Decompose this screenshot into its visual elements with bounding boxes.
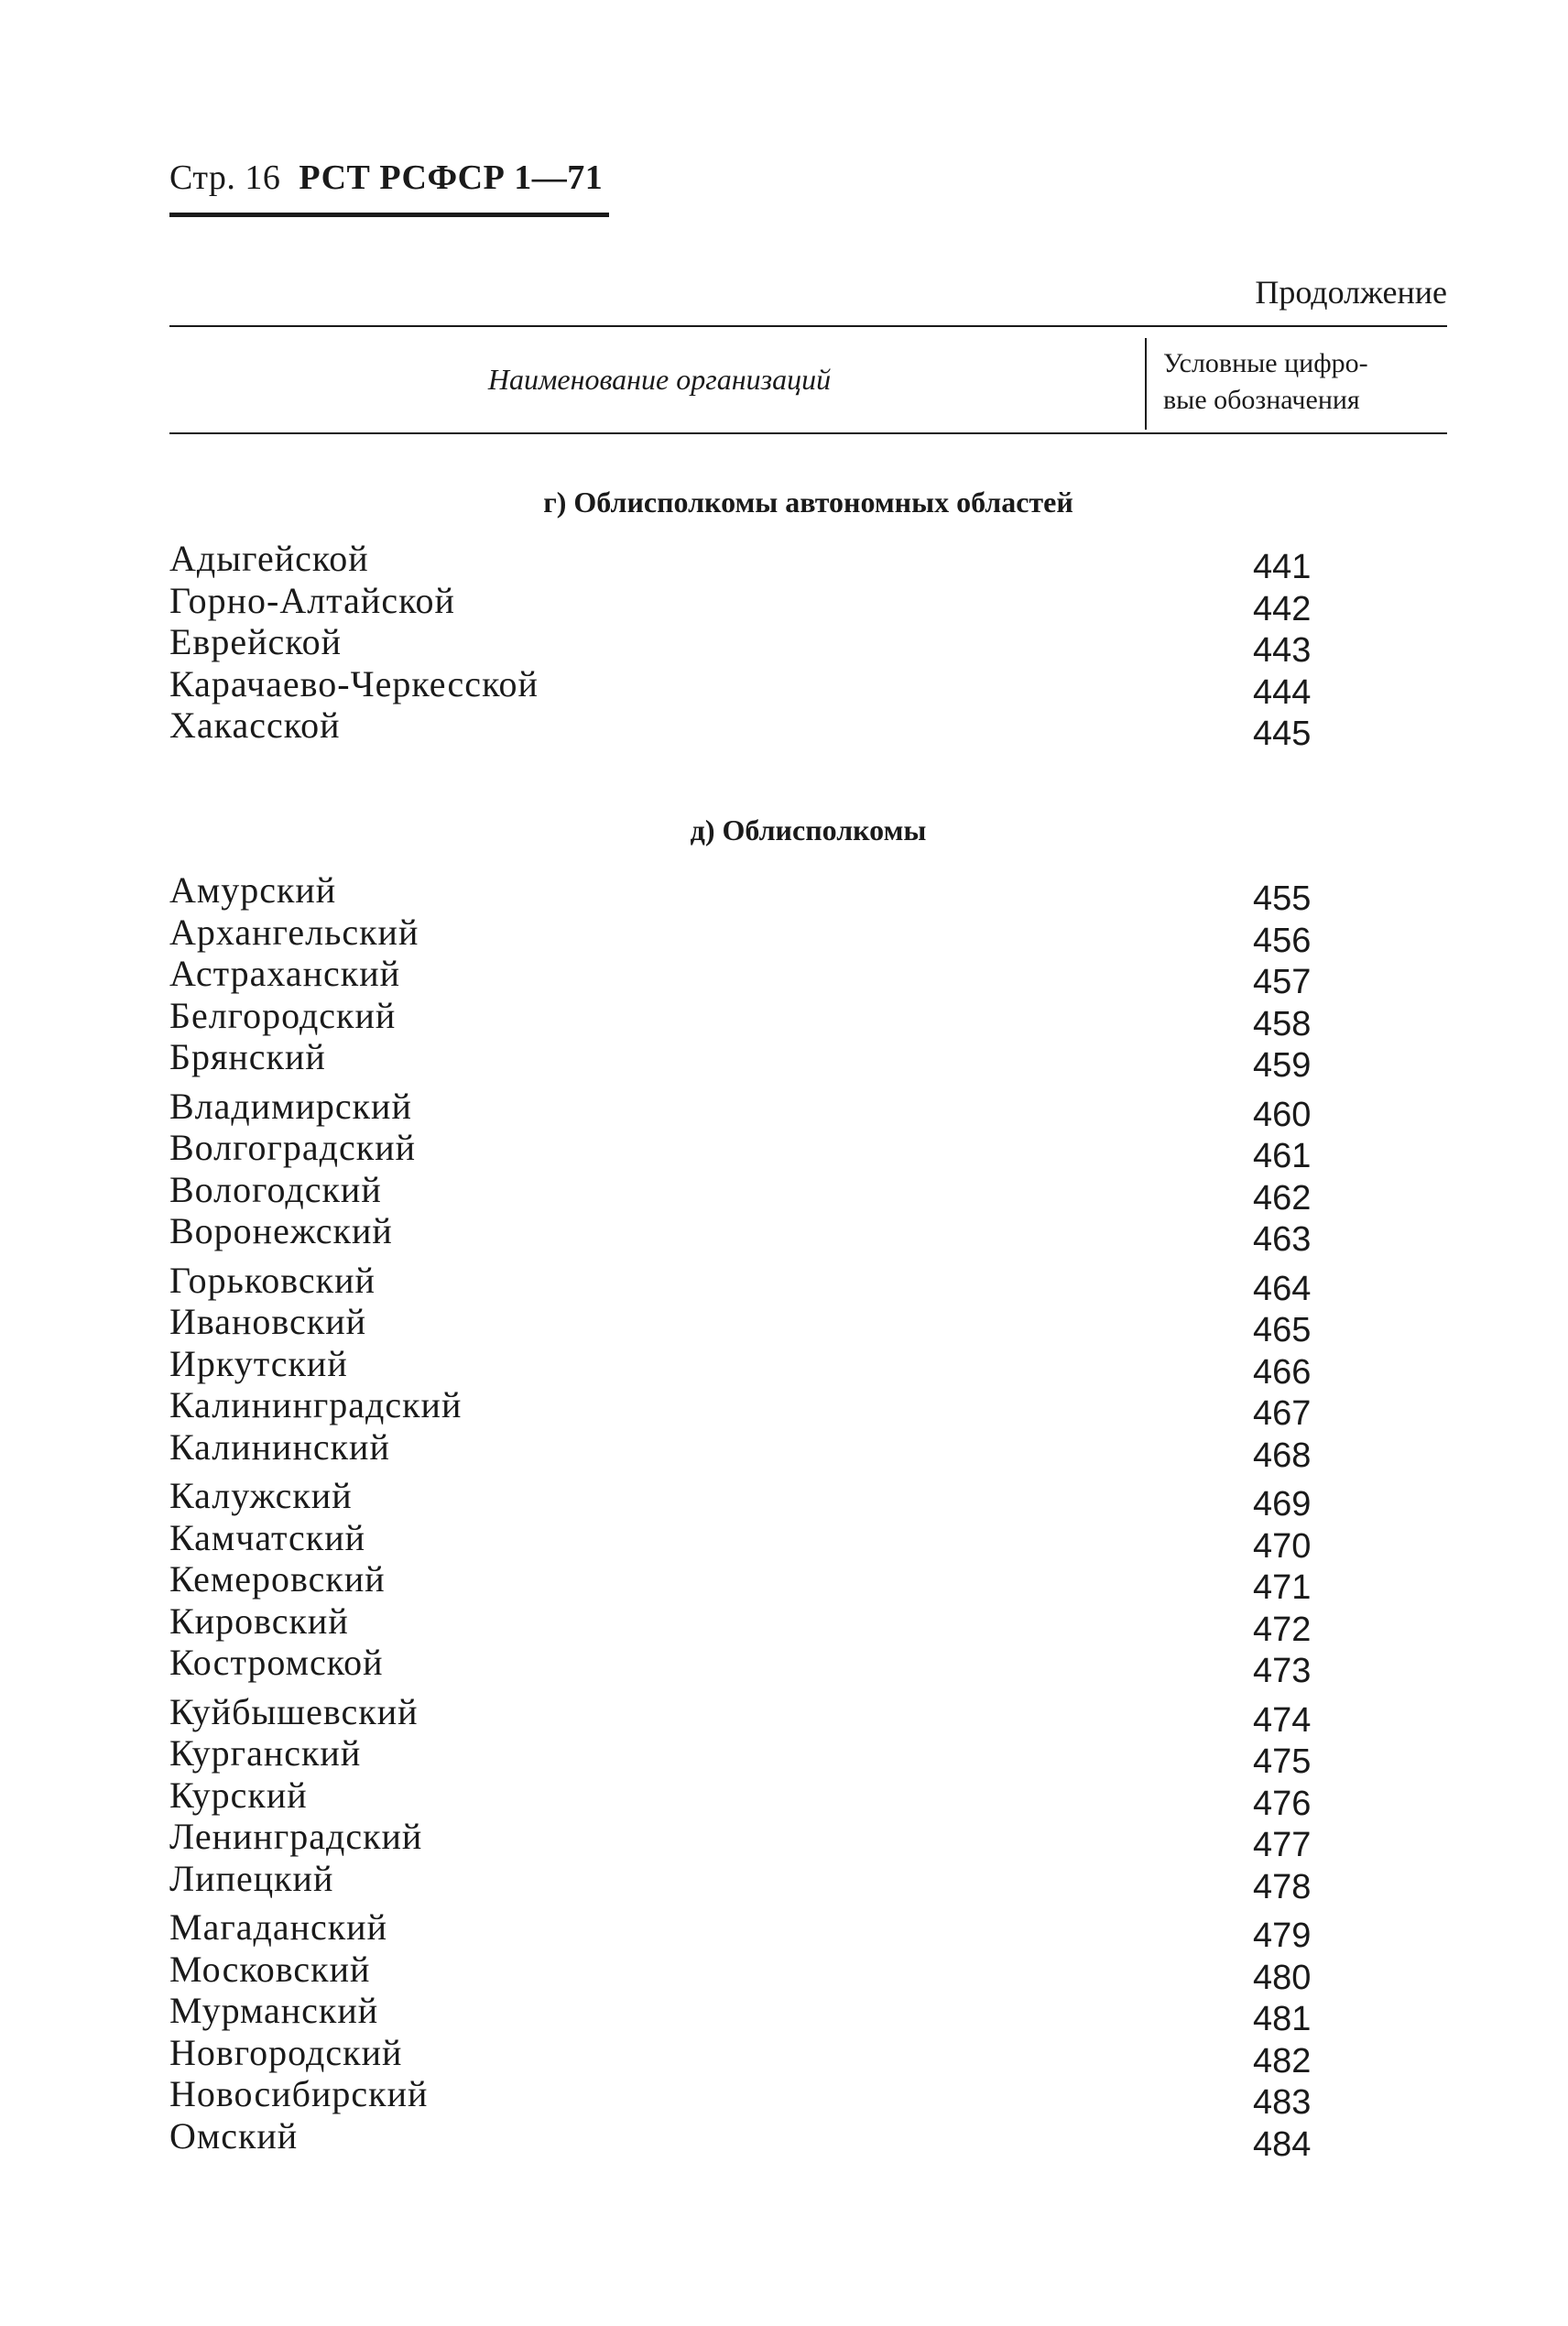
table-row xyxy=(169,953,1447,1001)
table-row xyxy=(169,1301,1447,1349)
org-name: Ивановский xyxy=(169,1301,367,1342)
table-row xyxy=(169,2031,1447,2080)
table-row xyxy=(169,1990,1447,2038)
org-code: 480 xyxy=(1253,1958,1312,1997)
org-code: 476 xyxy=(1253,1784,1312,1823)
table-row xyxy=(169,2073,1447,2122)
org-name: Куйбышевский xyxy=(169,1690,419,1732)
continuation-label: Продолжение xyxy=(1255,274,1447,311)
org-code: 459 xyxy=(1253,1046,1312,1085)
table-row xyxy=(169,579,1447,628)
org-code: 482 xyxy=(1253,2041,1312,2080)
org-name: Ленинградский xyxy=(169,1816,423,1857)
org-name: Еврейской xyxy=(169,621,343,662)
table-row xyxy=(169,1816,1447,1864)
table-row xyxy=(169,1906,1447,1955)
org-code: 472 xyxy=(1253,1610,1312,1649)
table-row xyxy=(169,2114,1447,2164)
org-code: 463 xyxy=(1253,1220,1312,1259)
table-row xyxy=(169,704,1447,753)
org-name: Иркутский xyxy=(169,1342,348,1384)
section-title-autonomous-oblasts: г) Облисполкомы автономных областей xyxy=(543,486,1073,519)
org-name: Астраханский xyxy=(169,953,400,994)
org-name: Магаданский xyxy=(169,1906,387,1948)
org-name: Адыгейской xyxy=(169,538,369,579)
org-name: Вологодский xyxy=(169,1168,382,1210)
org-name: Камчатский xyxy=(169,1516,366,1558)
page-number: Стр. 16 xyxy=(169,158,281,197)
table-row xyxy=(169,1690,1447,1740)
org-code: 484 xyxy=(1253,2124,1312,2164)
org-name: Московский xyxy=(169,1948,371,1990)
org-name: Мурманский xyxy=(169,1990,379,2031)
org-code: 473 xyxy=(1253,1652,1312,1690)
org-code: 443 xyxy=(1253,631,1312,670)
table-row xyxy=(169,1642,1447,1690)
org-code: 481 xyxy=(1253,2000,1312,2038)
org-code: 470 xyxy=(1253,1526,1312,1566)
org-name: Омский xyxy=(169,2114,299,2157)
table-row xyxy=(169,1600,1447,1649)
org-code: 458 xyxy=(1253,1004,1312,1043)
column-header-code xyxy=(1163,345,1447,419)
section-title-oblispolkoms: д) Облисполкомы xyxy=(690,814,927,846)
org-code: 457 xyxy=(1253,963,1312,1001)
org-name: Костромской xyxy=(169,1642,384,1683)
org-name: Воронежский xyxy=(169,1210,393,1251)
table-row xyxy=(169,1127,1447,1175)
org-code: 456 xyxy=(1253,921,1312,960)
org-name: Калужский xyxy=(169,1475,353,1516)
table-row xyxy=(169,911,1447,960)
org-code: 466 xyxy=(1253,1352,1312,1392)
table-row xyxy=(169,1384,1447,1433)
org-code: 475 xyxy=(1253,1742,1312,1781)
org-code: 468 xyxy=(1253,1436,1312,1475)
table-row xyxy=(169,1210,1447,1259)
org-name: Карачаево-Черкесской xyxy=(169,662,539,704)
org-code: 471 xyxy=(1253,1568,1312,1607)
page-header xyxy=(169,158,603,198)
org-name: Калининский xyxy=(169,1425,390,1468)
org-code: 479 xyxy=(1253,1916,1312,1955)
org-name: Белгородский xyxy=(169,994,397,1036)
table-row xyxy=(169,538,1447,586)
org-name: Хакасской xyxy=(169,704,341,746)
org-code: 444 xyxy=(1253,672,1312,712)
org-code: 461 xyxy=(1253,1137,1312,1175)
table-row xyxy=(169,1732,1447,1781)
org-name: Горно-Алтайской xyxy=(169,579,455,621)
section-rows-oblispolkoms xyxy=(169,869,1447,2164)
org-name: Архангельский xyxy=(169,911,419,953)
org-name: Липецкий xyxy=(169,1857,334,1899)
org-code: 465 xyxy=(1253,1311,1312,1349)
org-name: Калининградский xyxy=(169,1384,463,1425)
table-row xyxy=(169,1516,1447,1566)
table-row xyxy=(169,994,1447,1043)
table-row xyxy=(169,1168,1447,1218)
org-code: 442 xyxy=(1253,589,1312,628)
table-row xyxy=(169,1857,1447,1906)
org-name: Волгоградский xyxy=(169,1127,417,1168)
table-row xyxy=(169,621,1447,670)
header-rule xyxy=(169,213,609,217)
org-name: Новгородский xyxy=(169,2031,403,2073)
org-code: 464 xyxy=(1253,1269,1312,1308)
table-row xyxy=(169,1036,1447,1085)
org-code: 469 xyxy=(1253,1485,1312,1523)
table-header xyxy=(169,325,1447,434)
org-code: 474 xyxy=(1253,1700,1312,1740)
table-row xyxy=(169,1948,1447,1997)
org-code: 460 xyxy=(1253,1095,1312,1134)
table-row xyxy=(169,1259,1447,1308)
column-header-code-line2: вые обозначения xyxy=(1163,385,1360,415)
org-code: 477 xyxy=(1253,1826,1312,1864)
table-row xyxy=(169,1558,1447,1607)
org-code: 462 xyxy=(1253,1178,1312,1218)
table-row xyxy=(169,1342,1447,1392)
table-row xyxy=(169,869,1447,918)
org-name: Новосибирский xyxy=(169,2073,429,2114)
column-divider xyxy=(1145,338,1147,430)
org-code: 483 xyxy=(1253,2083,1312,2122)
org-name: Амурский xyxy=(169,869,337,911)
org-name: Брянский xyxy=(169,1036,326,1077)
org-name: Горьковский xyxy=(169,1259,376,1301)
org-code: 455 xyxy=(1253,879,1312,918)
org-code: 445 xyxy=(1253,715,1312,753)
org-name: Курганский xyxy=(169,1732,362,1774)
org-name: Владимирский xyxy=(169,1085,412,1127)
section-rows-autonomous-oblasts xyxy=(169,538,1447,753)
table-row xyxy=(169,1475,1447,1523)
org-name: Кировский xyxy=(169,1600,349,1642)
table-row xyxy=(169,1774,1447,1823)
column-header-code-line1: Условные цифро- xyxy=(1163,348,1368,378)
org-code: 441 xyxy=(1253,548,1312,586)
standard-designation: РСТ РСФСР 1—71 xyxy=(299,158,604,197)
table-row xyxy=(169,662,1447,712)
org-name: Кемеровский xyxy=(169,1558,386,1600)
table-row xyxy=(169,1085,1447,1134)
table-row xyxy=(169,1425,1447,1475)
org-code: 478 xyxy=(1253,1867,1312,1906)
column-header-name: Наименование организаций xyxy=(487,363,832,396)
org-name: Курский xyxy=(169,1774,308,1816)
org-code: 467 xyxy=(1253,1394,1312,1433)
